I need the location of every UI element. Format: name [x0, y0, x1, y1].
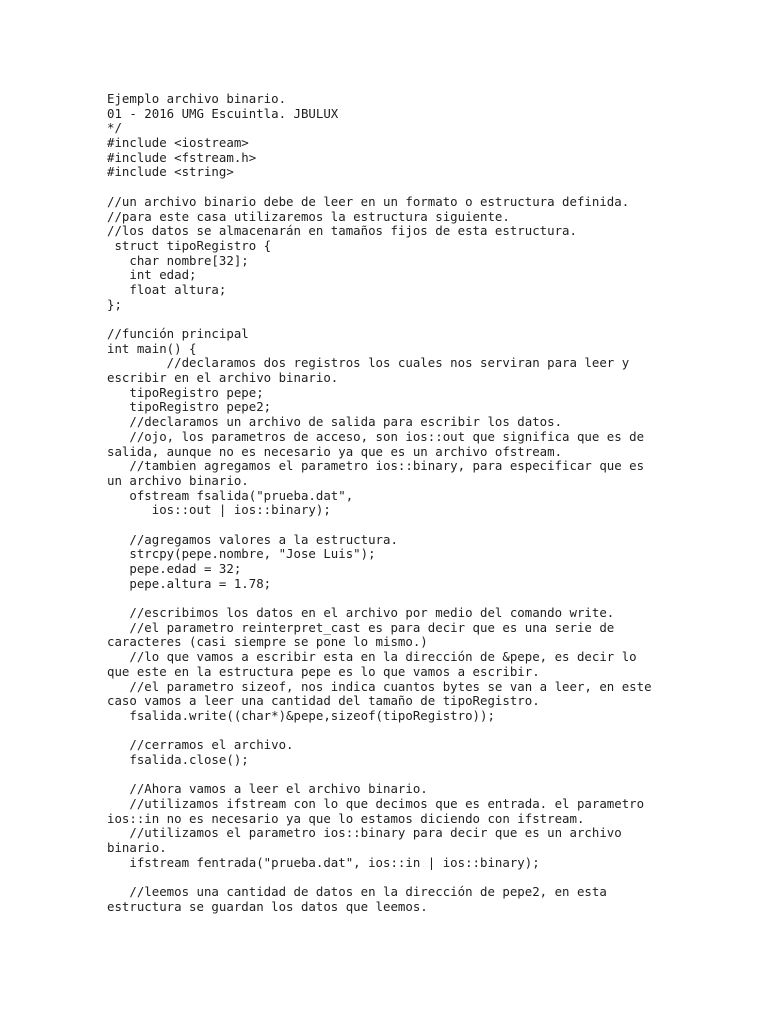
code-line: caracteres (casi siempre se pone lo mismo.) — [107, 634, 428, 650]
code-line: //lo que vamos a escribir esta en la dirección de &pepe, es decir lo — [107, 649, 637, 665]
code-line: //Ahora vamos a leer el archivo binario. — [107, 781, 428, 797]
code-line: estructura se guardan los datos que leemos. — [107, 898, 428, 914]
code-listing — [107, 92, 747, 915]
code-line: ifstream fentrada("prueba.dat", ios::in | ios::binary); — [107, 854, 540, 870]
code-line: #include <fstream.h> — [107, 149, 257, 165]
code-line: binario. — [107, 840, 167, 856]
code-line: que este en la estructura pepe es lo que vamos a escribir. — [107, 663, 540, 679]
code-line: //el parametro sizeof, nos indica cuantos bytes se van a leer, en este — [107, 678, 652, 694]
code-line: //un archivo binario debe de leer en un formato o estructura definida. — [107, 193, 630, 209]
code-line: //leemos una cantidad de datos en la dirección de pepe2, en esta — [107, 884, 607, 900]
code-line — [107, 180, 747, 195]
code-line: escribir en el archivo binario. — [107, 370, 339, 386]
code-line: //utilizamos el parametro ios::binary para decir que es un archivo — [107, 825, 622, 841]
code-line — [107, 312, 747, 327]
code-line: pepe.edad = 32; — [107, 561, 242, 576]
code-line — [107, 518, 747, 533]
code-line: char nombre[32]; — [107, 252, 249, 268]
code-line: //ojo, los parametros de acceso, son ios::out que significa que es de — [107, 428, 645, 444]
code-line: un archivo binario. — [107, 472, 249, 488]
code-line: struct tipoRegistro { — [107, 237, 272, 253]
code-line — [107, 591, 747, 606]
code-line: //agregamos valores a la estructura. — [107, 531, 398, 547]
code-line: strcpy(pepe.nombre, "Jose Luis"); — [107, 546, 376, 562]
code-line: ios::in no es necesario ya que lo estamos diciendo con ifstream. — [107, 810, 585, 826]
code-line — [107, 870, 747, 885]
code-line: //declaramos dos registros los cuales nos serviran para leer y — [107, 355, 630, 371]
code-line: //cerramos el archivo. — [107, 737, 294, 753]
code-line — [107, 724, 747, 739]
code-line: #include <string> — [107, 164, 234, 180]
code-line: //declaramos un archivo de salida para escribir los datos. — [107, 414, 563, 430]
code-line: pepe.altura = 1.78; — [107, 575, 272, 591]
code-line: tipoRegistro pepe2; — [107, 399, 272, 415]
code-line: //escribimos los datos en el archivo por medio del comando write. — [107, 605, 615, 621]
code-line: //función principal — [107, 326, 249, 341]
code-line: Ejemplo archivo binario. — [107, 91, 287, 106]
code-line — [107, 768, 747, 783]
code-line: salida, aunque no es necesario ya que es un archivo ofstream. — [107, 443, 563, 459]
code-line: float altura; — [107, 281, 227, 297]
code-line: caso vamos a leer una cantidad del tamaño de tipoRegistro. — [107, 693, 540, 709]
code-line: 01 - 2016 UMG Escuintla. JBULUX — [107, 105, 339, 121]
code-line: }; — [107, 296, 122, 312]
code-line: tipoRegistro pepe; — [107, 384, 264, 400]
code-line: int main() { — [107, 340, 197, 356]
code-line: #include <iostream> — [107, 135, 249, 151]
code-line: //el parametro reinterpret_cast es para decir que es una serie de — [107, 619, 615, 635]
code-line: */ — [107, 120, 122, 136]
code-line: //tambien agregamos el parametro ios::binary, para especificar que es — [107, 458, 645, 474]
code-line: //utilizamos ifstream con lo que decimos que es entrada. el parametro — [107, 796, 645, 811]
code-line: fsalida.write((char*)&pepe,sizeof(tipoRegistro)); — [107, 707, 495, 723]
code-line: ofstream fsalida("prueba.dat", — [107, 487, 354, 503]
code-line: //para este casa utilizaremos la estructura siguiente. — [107, 208, 510, 224]
code-line: //los datos se almacenarán en tamaños fijos de esta estructura. — [107, 223, 577, 239]
code-line: fsalida.close(); — [107, 751, 249, 767]
code-line: int edad; — [107, 267, 197, 283]
code-line: ios::out | ios::binary); — [107, 502, 331, 518]
